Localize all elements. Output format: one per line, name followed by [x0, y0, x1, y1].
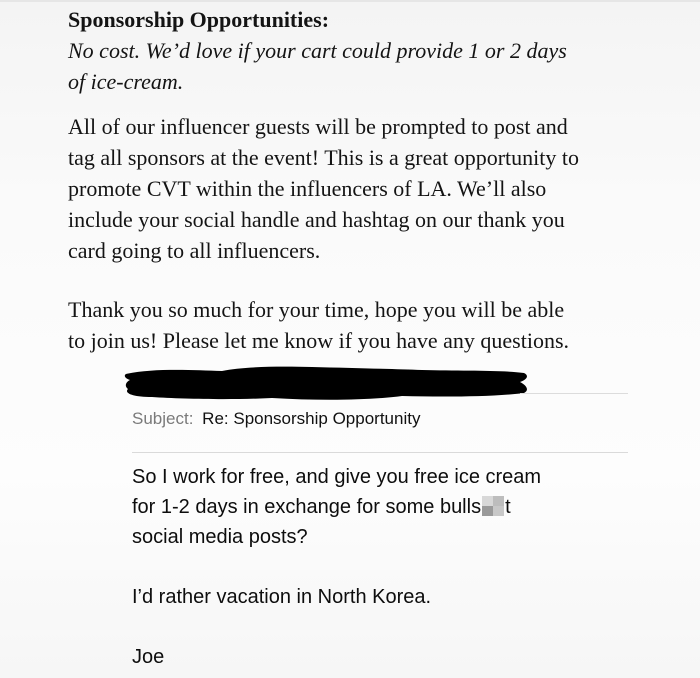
subject-value: Re: Sponsorship Opportunity	[202, 409, 421, 428]
reply-body	[132, 462, 652, 672]
text-line: to join us! Please let me know if you have any questions.	[68, 328, 570, 353]
text-line: promote CVT within the influencers of LA. We’ll also	[68, 176, 547, 201]
text-line: Thank you so much for your time, hope you will be able	[68, 297, 565, 322]
closing-line: I’d rather vacation in North Korea.	[132, 586, 432, 608]
header-divider	[520, 393, 628, 394]
subject-label: Subject:	[132, 409, 194, 428]
redaction-marker	[122, 364, 532, 402]
text-line: social media posts?	[132, 526, 308, 548]
top-border	[0, 0, 700, 2]
reply-header	[132, 404, 632, 440]
italic-line: No cost. We’d love if your cart could provide 1 or 2 days	[68, 38, 567, 63]
text-line: card going to all influencers.	[68, 238, 321, 263]
signature: Joe	[132, 646, 165, 668]
italic-line: of ice-cream.	[68, 69, 184, 94]
text-line: So I work for free, and give you free ice cream	[132, 466, 542, 488]
text-line	[132, 492, 652, 522]
original-email	[68, 4, 668, 356]
censor-pixelation	[482, 496, 504, 516]
text-fragment: for 1-2 days in exchange for some bulls	[132, 496, 482, 518]
text-fragment: t	[505, 496, 511, 518]
paragraph-thank-you	[68, 294, 668, 356]
text-line: tag all sponsors at the event! This is a great opportunity to	[68, 145, 579, 170]
section-heading: Sponsorship Opportunities:	[68, 7, 330, 32]
subject-row	[132, 404, 632, 440]
paragraph-influencers	[68, 111, 668, 266]
text-line: include your social handle and hashtag on our thank you	[68, 207, 565, 232]
subject-divider	[132, 452, 628, 453]
text-line: All of our influencer guests will be prompted to post and	[68, 114, 568, 139]
